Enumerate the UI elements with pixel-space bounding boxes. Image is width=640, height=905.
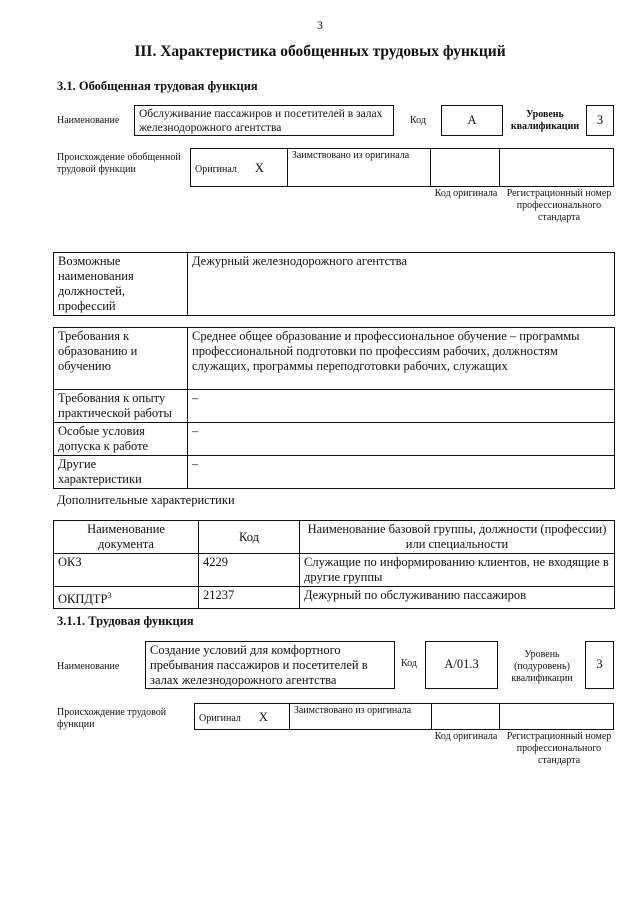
- tf-borrowed-label: Заимствовано из оригинала: [289, 704, 431, 730]
- tf-level-label: Уровень (подуровень) квалификации: [511, 649, 573, 684]
- positions-value: Дежурный железнодорожного агентства: [188, 253, 615, 316]
- requirement-value: Среднее общее образование и профессиональное обучение – программы профессиональной подготовки по профессиям рабочих, должностям служащих, программы переподготовки рабочих, служащих: [188, 328, 615, 390]
- additional-doc-cell: [54, 587, 199, 609]
- additional-table: [53, 520, 615, 609]
- additional-code: 21237: [199, 587, 300, 609]
- positions-label: Возможные наименования должностей, профессий: [54, 253, 188, 316]
- additional-doc: ОКЗ: [54, 554, 199, 587]
- gtf-reg-number-cell: [500, 149, 614, 187]
- gtf-code-original-label: Код оригинала: [434, 188, 498, 199]
- requirement-label: Другие характеристики: [54, 456, 188, 489]
- additional-code: 4229: [199, 554, 300, 587]
- gtf-level-label: Уровень квалификации: [510, 109, 580, 132]
- tf-original-mark: Х: [258, 709, 268, 724]
- tf-original-cell: [195, 704, 290, 730]
- tf-name-value: Создание условий для комфортного пребывания пассажиров и посетителей в залах железнодорожного агентства: [145, 641, 395, 689]
- gtf-heading: 3.1. Обобщенная трудовая функция: [57, 79, 258, 93]
- requirement-row: [54, 456, 615, 489]
- requirement-row: [54, 328, 615, 390]
- additional-heading: Дополнительные характеристики: [57, 493, 235, 507]
- tf-code-original-cell: [431, 704, 500, 730]
- table-row: [54, 587, 615, 609]
- requirement-label: Особые условия допуска к работе: [54, 423, 188, 456]
- requirement-value: –: [188, 390, 615, 423]
- gtf-origin-label: Происхождение обобщенной трудовой функции: [57, 152, 181, 175]
- gtf-reg-number-label: Регистрационный номер профессионального стандарта: [506, 188, 612, 223]
- gtf-name-value: Обслуживание пассажиров и посетителей в залах железнодорожного агентства: [134, 105, 394, 136]
- tf-reg-number-label: Регистрационный номер профессионального стандарта: [506, 731, 612, 766]
- gtf-original-mark: Х: [254, 160, 264, 175]
- gtf-origin-table: [190, 148, 614, 187]
- tf-code-original-label: Код оригинала: [434, 731, 498, 742]
- page-number: 3: [317, 20, 323, 32]
- table-row: [54, 554, 615, 587]
- additional-name: Дежурный по обслуживанию пассажиров: [300, 587, 615, 609]
- tf-origin-table: [194, 703, 614, 730]
- additional-doc: ОКПДТР: [58, 592, 108, 607]
- requirement-value: –: [188, 456, 615, 489]
- requirement-row: [54, 423, 615, 456]
- additional-header-row: [54, 521, 615, 554]
- footnote-marker: 3: [107, 591, 112, 600]
- requirement-row: [54, 390, 615, 423]
- gtf-level-value: 3: [586, 105, 614, 136]
- additional-header-name: Наименование базовой группы, должности (профессии) или специальности: [300, 521, 615, 554]
- tf-reg-number-cell: [500, 704, 614, 730]
- positions-table: [53, 252, 615, 316]
- tf-level-value: 3: [585, 641, 614, 689]
- gtf-name-label: Наименование: [57, 115, 120, 126]
- requirement-label: Требования к образованию и обучению: [54, 328, 188, 390]
- requirement-value: –: [188, 423, 615, 456]
- requirements-table: [53, 327, 615, 489]
- gtf-original-label: Оригинал: [195, 163, 237, 175]
- gtf-code-label: Код: [410, 115, 426, 126]
- tf-original-label: Оригинал: [199, 712, 241, 724]
- tf-origin-label: Происхождение трудовой функции: [57, 707, 167, 730]
- additional-name: Служащие по информированию клиентов, не входящие в другие группы: [300, 554, 615, 587]
- section-title: III. Характеристика обобщенных трудовых функций: [134, 43, 506, 60]
- gtf-code-original-cell: [430, 149, 500, 187]
- gtf-original-cell: [191, 149, 288, 187]
- gtf-code-value: А: [441, 105, 503, 136]
- gtf-borrowed-label: Заимствовано из оригинала: [287, 149, 430, 187]
- tf-heading: 3.1.1. Трудовая функция: [57, 614, 194, 628]
- tf-code-label: Код: [401, 658, 417, 669]
- tf-name-label: Наименование: [57, 661, 120, 672]
- requirement-label: Требования к опыту практической работы: [54, 390, 188, 423]
- additional-header-doc: Наименование документа: [54, 521, 199, 554]
- additional-header-code: Код: [199, 521, 300, 554]
- tf-code-value: А/01.3: [425, 641, 498, 689]
